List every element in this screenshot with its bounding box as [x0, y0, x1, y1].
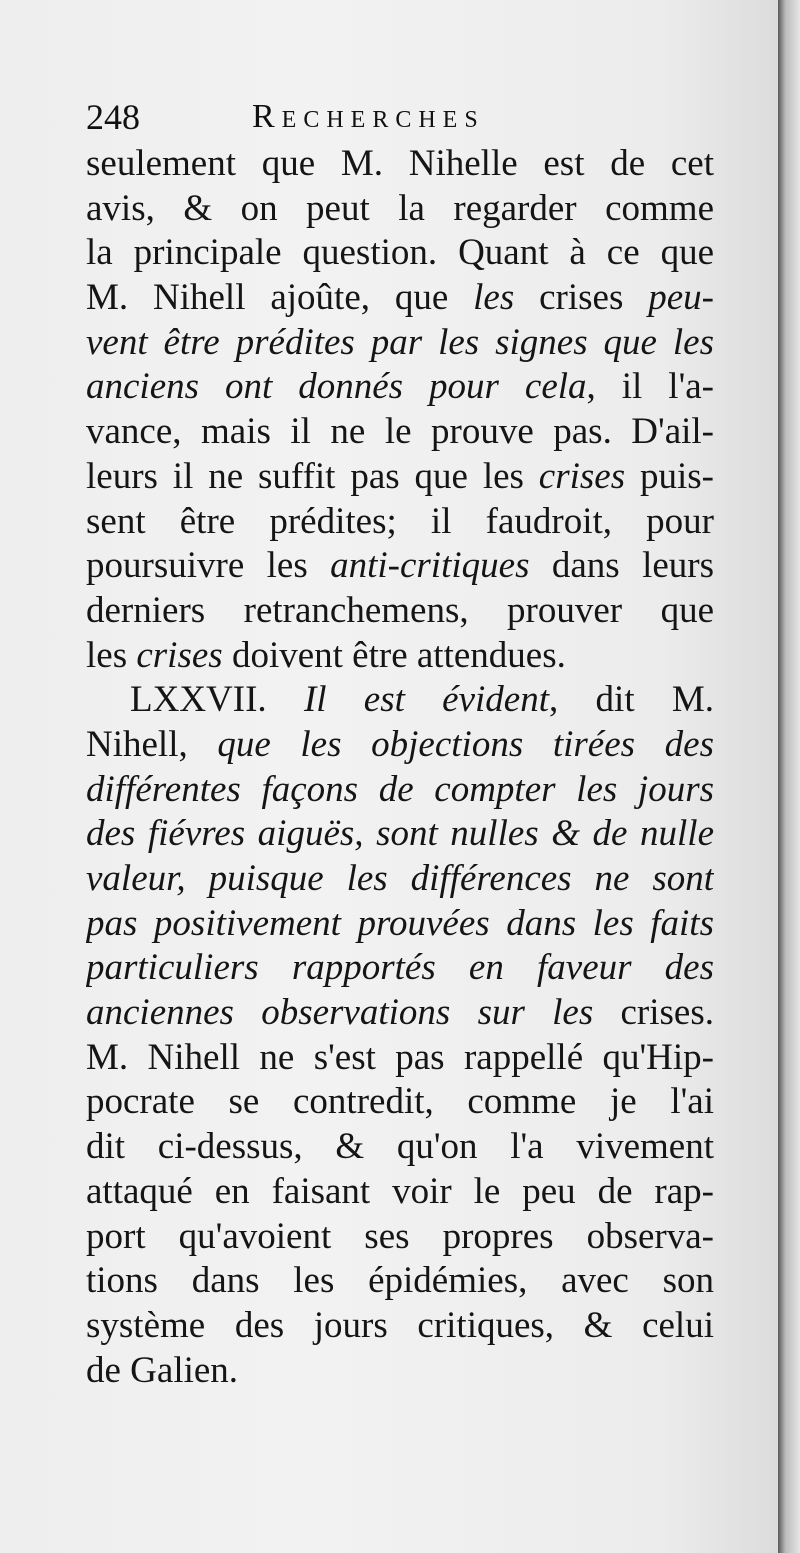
- text-line: [86, 991, 714, 1036]
- text-line: [86, 410, 714, 455]
- text-segment: système des jours critiques, & celui: [86, 1304, 714, 1346]
- text-line: [86, 1170, 714, 1215]
- text-line: [86, 1036, 714, 1081]
- text-segment: M. Nihell ne s'est pas rappellé qu'Hip-: [86, 1036, 714, 1078]
- italic-text-segment: valeur, puisque les différences ne sont: [86, 858, 714, 899]
- text-segment: tions dans les épidémies, avec son: [86, 1260, 714, 1302]
- text-line: [86, 946, 714, 991]
- page-header: [86, 92, 726, 142]
- text-line: [86, 321, 714, 366]
- italic-text-segment: les: [473, 277, 515, 319]
- italic-text-segment: particuliers rapportés en faveur des: [86, 947, 714, 989]
- text-line: [86, 142, 714, 187]
- text-segment: dit ci-dessus, & qu'on l'a vivement: [86, 1126, 714, 1168]
- text-segment: de Galien.: [86, 1349, 239, 1391]
- italic-text-segment: que les objections tirées des: [217, 723, 714, 765]
- text-line: [86, 812, 714, 857]
- body-text: [86, 142, 714, 1393]
- text-line: [86, 1349, 714, 1394]
- text-segment: LXXVII.: [130, 679, 304, 721]
- text-line: [86, 276, 714, 321]
- text-line: [86, 768, 714, 813]
- italic-text-segment: pas positivement prouvées dans les faits: [86, 902, 714, 944]
- italic-text-segment: crises: [136, 634, 223, 676]
- italic-text-segment: crises: [538, 455, 626, 497]
- text-segment: puis-: [625, 455, 714, 497]
- text-line: [86, 1215, 714, 1260]
- italic-text-segment: peu-: [648, 277, 714, 319]
- italic-text-segment: des fiévres aiguës, sont nulles & de nulle: [86, 813, 714, 855]
- text-segment: vance, mais il ne le prouve pas. D'ail-: [86, 411, 714, 453]
- text-segment: , il l'a-: [586, 366, 714, 408]
- text-segment: dans leurs: [529, 545, 714, 587]
- text-segment: avis, & on peut la regarder comme: [86, 187, 714, 229]
- text-line: [86, 365, 714, 410]
- text-segment: derniers retranchemens, prouver que: [86, 589, 714, 631]
- text-segment: Nihell,: [86, 723, 218, 765]
- text-line: [86, 723, 714, 768]
- italic-text-segment: Il est évident: [303, 679, 550, 721]
- italic-text-segment: anciens ont donnés pour cela: [86, 366, 587, 408]
- text-segment: crises: [514, 277, 649, 319]
- text-line: [86, 544, 714, 589]
- text-segment: , dit M.: [549, 679, 714, 721]
- text-line: [86, 634, 714, 679]
- text-line: [86, 589, 714, 634]
- text-line: [86, 187, 714, 232]
- page-number: 248: [86, 97, 140, 137]
- text-segment: sent être prédites; il faudroit, pour: [86, 500, 714, 542]
- text-segment: M. Nihell ajoûte, que: [86, 277, 474, 319]
- text-segment: doivent être attendues.: [222, 634, 566, 676]
- text-segment: pocrate se contredit, comme je l'ai: [86, 1081, 714, 1123]
- italic-text-segment: vent être prédites par les signes que les: [86, 321, 714, 363]
- text-segment: crises.: [593, 992, 714, 1034]
- text-line: [86, 857, 714, 902]
- text-line: [86, 902, 714, 947]
- text-line: [86, 500, 714, 545]
- text-segment: la principale question. Quant à ce que: [86, 232, 714, 274]
- text-segment: port qu'avoient ses propres observa-: [86, 1215, 714, 1257]
- italic-text-segment: anti-critiques: [330, 545, 530, 587]
- text-segment: poursuivre les: [86, 545, 331, 587]
- text-segment: leurs il ne suffit pas que les: [86, 455, 539, 497]
- italic-text-segment: anciennes observations sur les: [86, 992, 594, 1034]
- text-line: [86, 678, 714, 723]
- text-line: [86, 1304, 714, 1349]
- text-line: [86, 455, 714, 500]
- text-segment: les: [86, 634, 137, 676]
- text-line: [86, 1080, 714, 1125]
- running-title: Recherches: [252, 98, 485, 135]
- text-line: [86, 1125, 714, 1170]
- page-edge-shadow: [778, 0, 800, 1553]
- italic-text-segment: différentes façons de compter les jours: [86, 768, 714, 810]
- text-line: [86, 1259, 714, 1304]
- text-segment: seulement que M. Nihelle est de cet: [86, 143, 714, 184]
- text-segment: attaqué en faisant voir le peu de rap-: [86, 1170, 714, 1212]
- text-line: [86, 231, 714, 276]
